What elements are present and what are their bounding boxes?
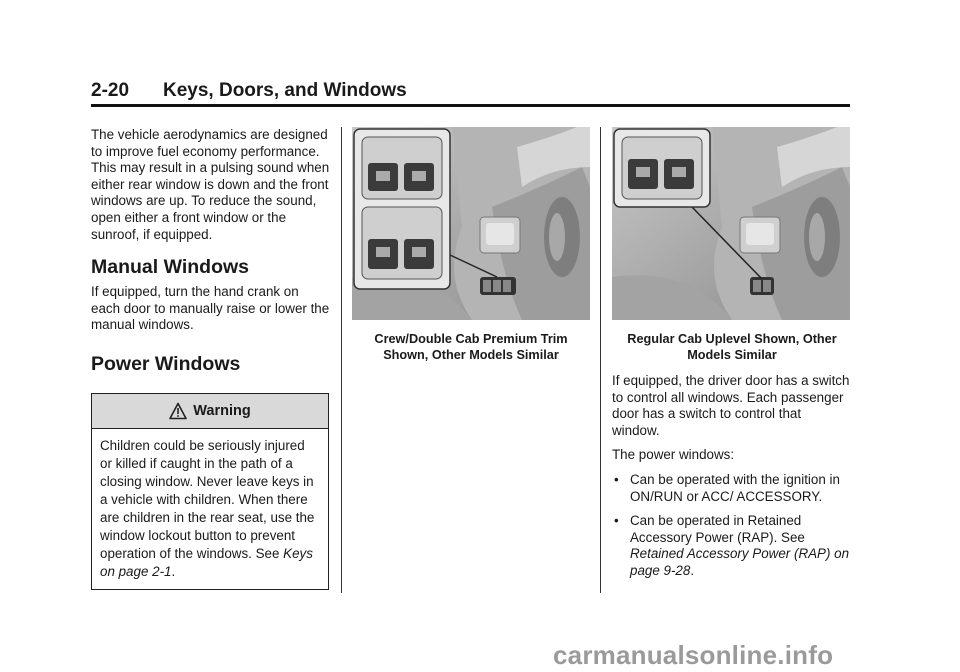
figure-1-caption (352, 331, 590, 363)
bullet-icon: • (614, 513, 619, 529)
door-switch-illustration-crew-cab (352, 127, 590, 320)
figure-2-caption-line-1: Regular Cab Uplevel Shown, Other (627, 332, 837, 346)
bullet-item (612, 472, 852, 505)
column-1 (91, 127, 331, 375)
manual-windows-paragraph: If equipped, turn the hand crank on each door to manually raise or lower the manual windows. (91, 284, 330, 333)
driver-door-paragraph: If equipped, the driver door has a switch to control all windows. Each passenger door has a switch to control that window. (612, 373, 850, 438)
power-windows-heading: Power Windows (91, 352, 241, 375)
power-windows-intro: The power windows: (612, 447, 735, 463)
bullet-icon: • (614, 471, 619, 487)
figure-1-caption-line-2: Shown, Other Models Similar (383, 348, 559, 362)
warning-icon (169, 402, 187, 420)
intro-paragraph: The vehicle aerodynamics are designed to improve fuel economy performance. This may result in a pulsing sound when either rear window is down and the front windows are up. To reduce the sound, open either a front window or the sunroof, if equipped. (91, 127, 330, 242)
bullet-2-text: Can be operated in Retained Accessory Power (RAP). See (630, 513, 805, 545)
page-number: 2-20 (91, 80, 130, 101)
figure-2-caption (612, 331, 852, 363)
warning-reference-link[interactable]: Keys on page 2-1 (100, 546, 313, 579)
figure-2-caption-line-2: Models Similar (687, 348, 777, 362)
warning-text (92, 429, 328, 581)
rap-reference-link[interactable]: Retained Accessory Power (RAP) on page 9-28 (630, 546, 850, 578)
column-divider-1 (341, 127, 342, 593)
warning-box (91, 393, 329, 590)
page-header (91, 80, 850, 106)
warning-end: . (171, 564, 176, 579)
warning-header (92, 394, 328, 429)
watermark: carmanualsonline.info (553, 640, 834, 670)
header-rule (91, 104, 850, 107)
warning-label: Warning (193, 403, 251, 419)
bullet-2-end: . (690, 562, 695, 578)
column-3 (612, 127, 852, 580)
bullet-item (612, 513, 852, 579)
column-divider-2 (600, 127, 601, 593)
page-title: Keys, Doors, and Windows (163, 80, 407, 101)
warning-body: Children could be seriously injured or killed if caught in the path of a closing window. Never leave keys in a vehicle with children. When there are children in the rear seat, use the window lockout button to prevent operation of the windows. See (100, 438, 315, 561)
column-2 (352, 127, 590, 363)
figure-1-caption-line-1: Crew/Double Cab Premium Trim (374, 332, 568, 346)
bullet-1-text: Can be operated with the ignition in ON/RUN or ACC/ ACCESSORY. (630, 471, 840, 504)
door-switch-illustration-regular-cab (612, 127, 850, 320)
manual-windows-heading: Manual Windows (91, 256, 249, 279)
